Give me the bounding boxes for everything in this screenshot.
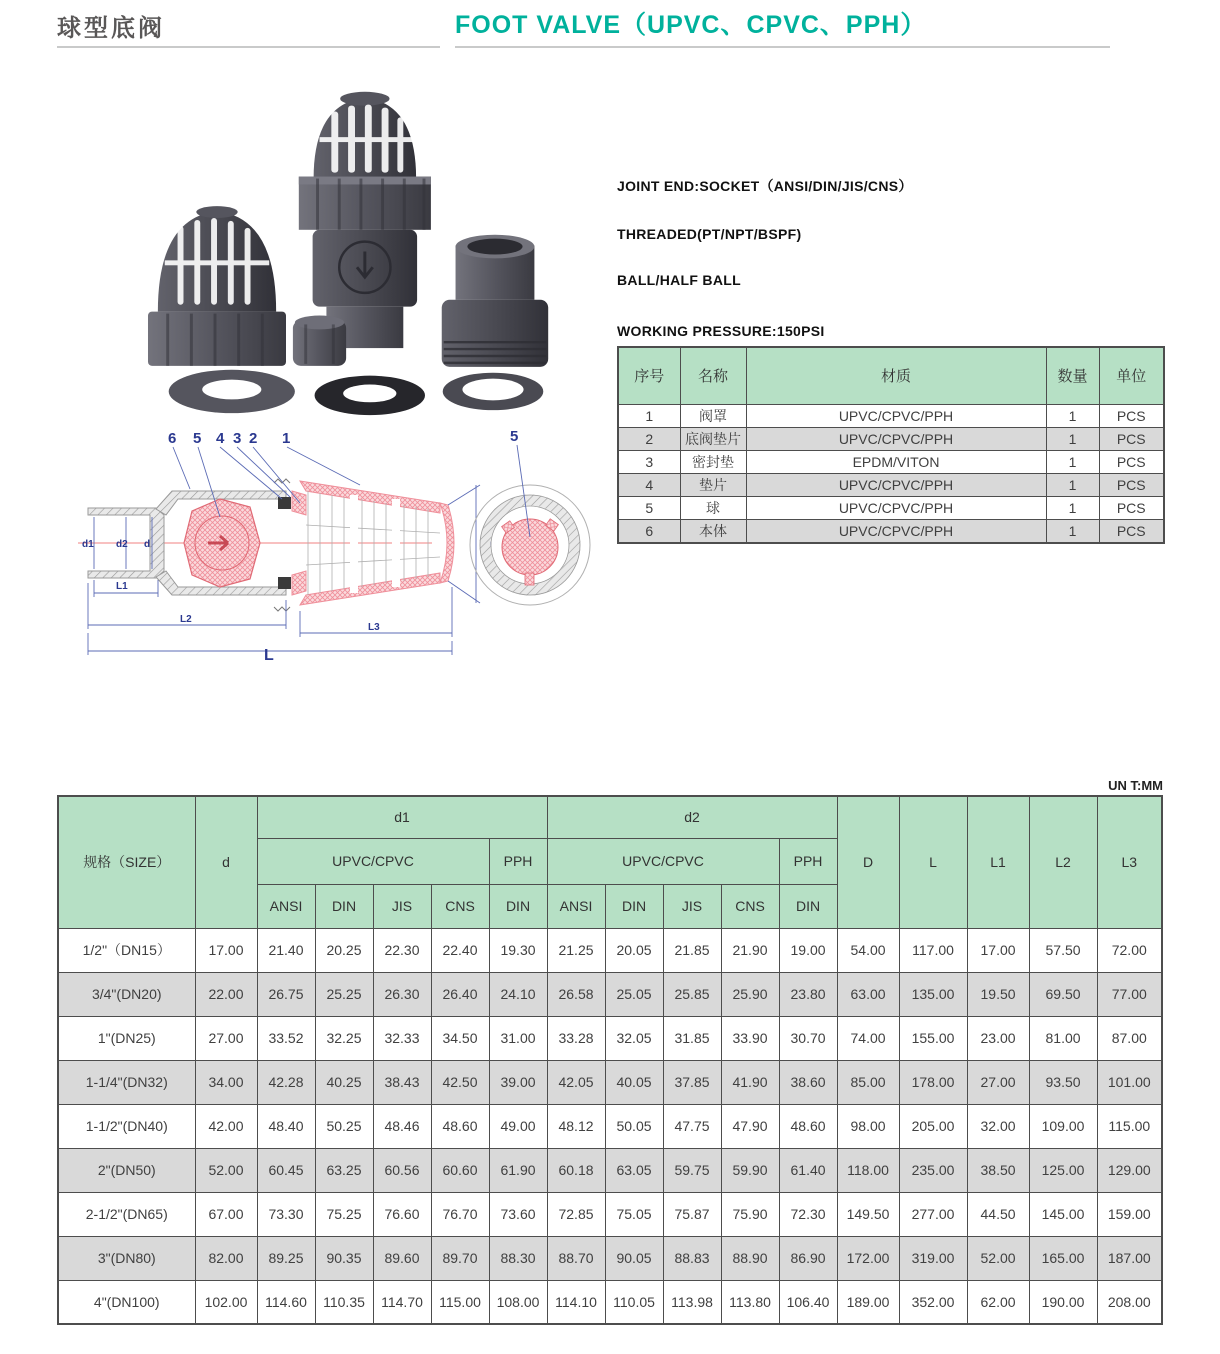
size-cell: 32.25 (315, 1016, 373, 1060)
parts-cell: 本体 (680, 519, 746, 543)
size-header-d2-din: DIN (605, 884, 663, 928)
size-cell: 89.70 (431, 1236, 489, 1280)
size-cell: 149.50 (837, 1192, 899, 1236)
size-cell: 114.60 (257, 1280, 315, 1324)
size-cell: 165.00 (1029, 1236, 1097, 1280)
unit-note: UN T:MM (1108, 778, 1163, 793)
size-cell: 73.60 (489, 1192, 547, 1236)
size-table-body (58, 928, 1162, 1324)
size-cell: 33.52 (257, 1016, 315, 1060)
size-cell: 60.18 (547, 1148, 605, 1192)
size-row (58, 1148, 1162, 1192)
size-cell: 38.60 (779, 1060, 837, 1104)
size-cell: 82.00 (195, 1236, 257, 1280)
spec-working-pressure: WORKING PRESSURE:150PSI (617, 323, 825, 339)
size-cell: 23.00 (967, 1016, 1029, 1060)
size-header-d2-jis: JIS (663, 884, 721, 928)
size-cell: 48.60 (779, 1104, 837, 1148)
size-cell: 115.00 (431, 1280, 489, 1324)
size-cell: 117.00 (899, 928, 967, 972)
size-cell: 125.00 (1029, 1148, 1097, 1192)
size-cell: 129.00 (1097, 1148, 1162, 1192)
size-cell: 1-1/4"(DN32) (58, 1060, 195, 1104)
size-cell: 17.00 (195, 928, 257, 972)
drawing-end-view (470, 428, 590, 605)
dim-d2: d2 (116, 539, 128, 550)
parts-cell: 1 (1046, 427, 1099, 450)
size-header-d1-din: DIN (315, 884, 373, 928)
size-cell: 25.05 (605, 972, 663, 1016)
size-header-d2-upvc: UPVC/CPVC (547, 838, 779, 884)
size-cell: 32.00 (967, 1104, 1029, 1148)
size-cell: 75.25 (315, 1192, 373, 1236)
size-cell: 60.60 (431, 1148, 489, 1192)
parts-cell: 5 (618, 496, 680, 519)
size-cell: 88.70 (547, 1236, 605, 1280)
parts-cell: 1 (1046, 473, 1099, 496)
size-cell: 27.00 (195, 1016, 257, 1060)
size-cell: 26.75 (257, 972, 315, 1016)
size-header-d2-pph: PPH (779, 838, 837, 884)
size-cell: 108.00 (489, 1280, 547, 1324)
size-cell: 85.00 (837, 1060, 899, 1104)
size-cell: 30.70 (779, 1016, 837, 1060)
parts-header-material: 材质 (746, 347, 1046, 404)
size-cell: 67.00 (195, 1192, 257, 1236)
size-cell: 22.40 (431, 928, 489, 972)
parts-cell: 垫片 (680, 473, 746, 496)
size-cell: 90.05 (605, 1236, 663, 1280)
size-cell: 42.28 (257, 1060, 315, 1104)
size-cell: 22.00 (195, 972, 257, 1016)
size-header-d1-pph: PPH (489, 838, 547, 884)
photo-small-strainer (148, 206, 286, 366)
parts-cell: 球 (680, 496, 746, 519)
photo-large-foot-valve (299, 92, 431, 348)
size-cell: 72.00 (1097, 928, 1162, 972)
size-cell: 26.40 (431, 972, 489, 1016)
size-cell: 114.70 (373, 1280, 431, 1324)
size-cell: 24.10 (489, 972, 547, 1016)
parts-row (618, 519, 1164, 543)
parts-cell: 1 (1046, 404, 1099, 427)
size-cell: 135.00 (899, 972, 967, 1016)
size-cell: 42.05 (547, 1060, 605, 1104)
spec-threaded: THREADED(PT/NPT/BSPF) (617, 226, 802, 242)
size-cell: 189.00 (837, 1280, 899, 1324)
size-table (57, 795, 1163, 1325)
size-cell: 61.90 (489, 1148, 547, 1192)
size-cell: 155.00 (899, 1016, 967, 1060)
size-cell: 32.05 (605, 1016, 663, 1060)
parts-cell: 密封垫 (680, 450, 746, 473)
size-cell: 54.00 (837, 928, 899, 972)
size-cell: 89.60 (373, 1236, 431, 1280)
size-cell: 4"(DN100) (58, 1280, 195, 1324)
size-cell: 75.05 (605, 1192, 663, 1236)
size-cell: 113.80 (721, 1280, 779, 1324)
size-cell: 75.87 (663, 1192, 721, 1236)
size-cell: 26.58 (547, 972, 605, 1016)
size-cell: 48.40 (257, 1104, 315, 1148)
size-cell: 49.00 (489, 1104, 547, 1148)
size-header-d2-pph-din: DIN (779, 884, 837, 928)
size-cell: 76.70 (431, 1192, 489, 1236)
size-header-d1: d1 (257, 796, 547, 838)
size-cell: 69.50 (1029, 972, 1097, 1016)
parts-cell: UPVC/CPVC/PPH (746, 473, 1046, 496)
size-row (58, 1016, 1162, 1060)
spec-ball: BALL/HALF BALL (617, 272, 741, 288)
size-cell: 118.00 (837, 1148, 899, 1192)
page-title-chinese: 球型底阀 (57, 15, 165, 42)
end-view-label-5: 5 (510, 428, 519, 445)
size-cell: 178.00 (899, 1060, 967, 1104)
size-cell: 41.90 (721, 1060, 779, 1104)
parts-cell: UPVC/CPVC/PPH (746, 519, 1046, 543)
size-cell: 38.43 (373, 1060, 431, 1104)
parts-table-body (618, 404, 1164, 543)
parts-header-qty: 数量 (1046, 347, 1099, 404)
size-cell: 60.56 (373, 1148, 431, 1192)
dim-d1: d1 (82, 539, 94, 550)
size-row (58, 1280, 1162, 1324)
size-cell: 59.75 (663, 1148, 721, 1192)
size-cell: 63.00 (837, 972, 899, 1016)
size-cell: 1"(DN25) (58, 1016, 195, 1060)
size-cell: 52.00 (195, 1148, 257, 1192)
size-cell: 101.00 (1097, 1060, 1162, 1104)
size-cell: 22.30 (373, 928, 431, 972)
parts-row (618, 473, 1164, 496)
size-cell: 60.45 (257, 1148, 315, 1192)
size-cell: 39.00 (489, 1060, 547, 1104)
parts-cell: UPVC/CPVC/PPH (746, 427, 1046, 450)
size-cell: 3"(DN80) (58, 1236, 195, 1280)
parts-row (618, 404, 1164, 427)
parts-row (618, 496, 1164, 519)
size-cell: 61.40 (779, 1148, 837, 1192)
size-cell: 114.10 (547, 1280, 605, 1324)
parts-cell: 1 (618, 404, 680, 427)
size-cell: 33.90 (721, 1016, 779, 1060)
size-cell: 205.00 (899, 1104, 967, 1148)
size-cell: 1-1/2"(DN40) (58, 1104, 195, 1148)
title-divider-left (57, 46, 440, 48)
parts-cell: 1 (1046, 450, 1099, 473)
size-cell: 57.50 (1029, 928, 1097, 972)
size-cell: 21.85 (663, 928, 721, 972)
size-cell: 89.25 (257, 1236, 315, 1280)
parts-cell: PCS (1099, 473, 1164, 496)
size-header-d: d (195, 796, 257, 928)
parts-cell: 4 (618, 473, 680, 496)
parts-cell: 6 (618, 519, 680, 543)
size-cell: 34.00 (195, 1060, 257, 1104)
size-header-d1-pph-din: DIN (489, 884, 547, 928)
size-header-d2-ansi: ANSI (547, 884, 605, 928)
part-number-4: 4 (216, 430, 225, 447)
size-header-d2: d2 (547, 796, 837, 838)
parts-cell: 2 (618, 427, 680, 450)
part-number-1: 1 (282, 430, 291, 447)
size-cell: 88.83 (663, 1236, 721, 1280)
size-cell: 47.90 (721, 1104, 779, 1148)
size-cell: 25.90 (721, 972, 779, 1016)
size-cell: 52.00 (967, 1236, 1029, 1280)
size-cell: 21.40 (257, 928, 315, 972)
spec-joint-end: JOINT END:SOCKET（ANSI/DIN/JIS/CNS） (617, 178, 913, 194)
parts-header-name: 名称 (680, 347, 746, 404)
parts-cell: 1 (1046, 496, 1099, 519)
size-cell: 19.50 (967, 972, 1029, 1016)
size-cell: 352.00 (899, 1280, 967, 1324)
size-header-size: 规格（SIZE） (58, 796, 195, 928)
size-cell: 40.05 (605, 1060, 663, 1104)
technical-drawing (60, 425, 600, 660)
size-cell: 72.30 (779, 1192, 837, 1236)
size-cell: 102.00 (195, 1280, 257, 1324)
size-cell: 319.00 (899, 1236, 967, 1280)
size-cell: 59.90 (721, 1148, 779, 1192)
size-cell: 88.30 (489, 1236, 547, 1280)
size-cell: 115.00 (1097, 1104, 1162, 1148)
size-cell: 31.85 (663, 1016, 721, 1060)
dim-L: L (264, 647, 274, 660)
size-cell: 75.90 (721, 1192, 779, 1236)
size-cell: 44.50 (967, 1192, 1029, 1236)
size-cell: 172.00 (837, 1236, 899, 1280)
size-header-d2-cns: CNS (721, 884, 779, 928)
part-number-2: 2 (249, 430, 258, 447)
size-header-d1-cns: CNS (431, 884, 489, 928)
drawing-dim-labels (82, 536, 492, 660)
parts-header-no: 序号 (618, 347, 680, 404)
product-photo (95, 78, 615, 423)
size-cell: 110.05 (605, 1280, 663, 1324)
size-cell: 63.05 (605, 1148, 663, 1192)
size-cell: 73.30 (257, 1192, 315, 1236)
size-row (58, 1236, 1162, 1280)
spec-list (617, 176, 913, 339)
size-cell: 48.60 (431, 1104, 489, 1148)
drawing-ball (184, 499, 260, 587)
parts-header-row (618, 347, 1164, 404)
size-cell: 62.00 (967, 1280, 1029, 1324)
size-row (58, 972, 1162, 1016)
size-cell: 113.98 (663, 1280, 721, 1324)
dim-L3: L3 (368, 622, 380, 633)
parts-row (618, 450, 1164, 473)
size-cell: 37.85 (663, 1060, 721, 1104)
size-row (58, 1192, 1162, 1236)
size-cell: 20.25 (315, 928, 373, 972)
dim-L1: L1 (116, 581, 128, 592)
size-cell: 19.30 (489, 928, 547, 972)
size-cell: 76.60 (373, 1192, 431, 1236)
size-cell: 190.00 (1029, 1280, 1097, 1324)
size-cell: 27.00 (967, 1060, 1029, 1104)
size-cell: 20.05 (605, 928, 663, 972)
size-cell: 109.00 (1029, 1104, 1097, 1148)
size-cell: 25.25 (315, 972, 373, 1016)
parts-cell: UPVC/CPVC/PPH (746, 496, 1046, 519)
size-cell: 19.00 (779, 928, 837, 972)
size-header-row-1 (58, 796, 1162, 838)
size-header-L1: L1 (967, 796, 1029, 928)
parts-cell: PCS (1099, 404, 1164, 427)
drawing-part-numbers (168, 430, 360, 517)
size-row (58, 1104, 1162, 1148)
dim-L2: L2 (180, 614, 192, 625)
size-header-d1-jis: JIS (373, 884, 431, 928)
size-cell: 32.33 (373, 1016, 431, 1060)
parts-cell: UPVC/CPVC/PPH (746, 404, 1046, 427)
size-cell: 145.00 (1029, 1192, 1097, 1236)
size-cell: 1/2"（DN15） (58, 928, 195, 972)
parts-cell: PCS (1099, 427, 1164, 450)
size-header-L: L (899, 796, 967, 928)
parts-row (618, 427, 1164, 450)
part-number-5: 5 (193, 430, 202, 447)
size-cell: 63.25 (315, 1148, 373, 1192)
size-cell: 159.00 (1097, 1192, 1162, 1236)
size-cell: 2"(DN50) (58, 1148, 195, 1192)
parts-table (617, 346, 1165, 544)
size-cell: 90.35 (315, 1236, 373, 1280)
size-cell: 3/4"(DN20) (58, 972, 195, 1016)
size-cell: 50.05 (605, 1104, 663, 1148)
size-row (58, 928, 1162, 972)
size-cell: 106.40 (779, 1280, 837, 1324)
size-cell: 25.85 (663, 972, 721, 1016)
size-cell: 42.50 (431, 1060, 489, 1104)
size-cell: 23.80 (779, 972, 837, 1016)
size-header-d1-upvc: UPVC/CPVC (257, 838, 489, 884)
size-cell: 88.90 (721, 1236, 779, 1280)
size-cell: 86.90 (779, 1236, 837, 1280)
size-cell: 277.00 (899, 1192, 967, 1236)
size-cell: 50.25 (315, 1104, 373, 1148)
size-cell: 42.00 (195, 1104, 257, 1148)
size-header-L2: L2 (1029, 796, 1097, 928)
size-cell: 2-1/2"(DN65) (58, 1192, 195, 1236)
size-cell: 72.85 (547, 1192, 605, 1236)
dim-d: d (144, 539, 151, 550)
size-cell: 110.35 (315, 1280, 373, 1324)
parts-cell: 阀罩 (680, 404, 746, 427)
parts-cell: 底阀垫片 (680, 427, 746, 450)
parts-cell: 1 (1046, 519, 1099, 543)
size-cell: 87.00 (1097, 1016, 1162, 1060)
parts-header-unit: 单位 (1099, 347, 1164, 404)
size-cell: 33.28 (547, 1016, 605, 1060)
size-header-d1-ansi: ANSI (257, 884, 315, 928)
size-cell: 34.50 (431, 1016, 489, 1060)
parts-cell: PCS (1099, 450, 1164, 473)
size-cell: 21.90 (721, 928, 779, 972)
parts-cell: PCS (1099, 496, 1164, 519)
photo-socket-fitting (442, 235, 548, 367)
page-title-english: FOOT VALVE（UPVC、CPVC、PPH） (455, 11, 927, 39)
size-cell: 98.00 (837, 1104, 899, 1148)
photo-cap (293, 316, 346, 366)
size-cell: 187.00 (1097, 1236, 1162, 1280)
size-header-D: D (837, 796, 899, 928)
photo-gaskets (169, 370, 544, 415)
size-cell: 48.46 (373, 1104, 431, 1148)
size-header-L3: L3 (1097, 796, 1162, 928)
size-cell: 74.00 (837, 1016, 899, 1060)
dim-D: D (481, 536, 492, 553)
size-row (58, 1060, 1162, 1104)
size-cell: 208.00 (1097, 1280, 1162, 1324)
size-cell: 48.12 (547, 1104, 605, 1148)
size-cell: 26.30 (373, 972, 431, 1016)
size-cell: 47.75 (663, 1104, 721, 1148)
parts-cell: EPDM/VITON (746, 450, 1046, 473)
size-cell: 17.00 (967, 928, 1029, 972)
parts-cell: 3 (618, 450, 680, 473)
size-cell: 31.00 (489, 1016, 547, 1060)
size-cell: 38.50 (967, 1148, 1029, 1192)
part-number-3: 3 (233, 430, 242, 447)
size-cell: 21.25 (547, 928, 605, 972)
size-cell: 235.00 (899, 1148, 967, 1192)
size-cell: 40.25 (315, 1060, 373, 1104)
size-cell: 93.50 (1029, 1060, 1097, 1104)
size-cell: 81.00 (1029, 1016, 1097, 1060)
title-divider-right (455, 46, 1110, 48)
size-cell: 77.00 (1097, 972, 1162, 1016)
parts-cell: PCS (1099, 519, 1164, 543)
part-number-6: 6 (168, 430, 177, 447)
